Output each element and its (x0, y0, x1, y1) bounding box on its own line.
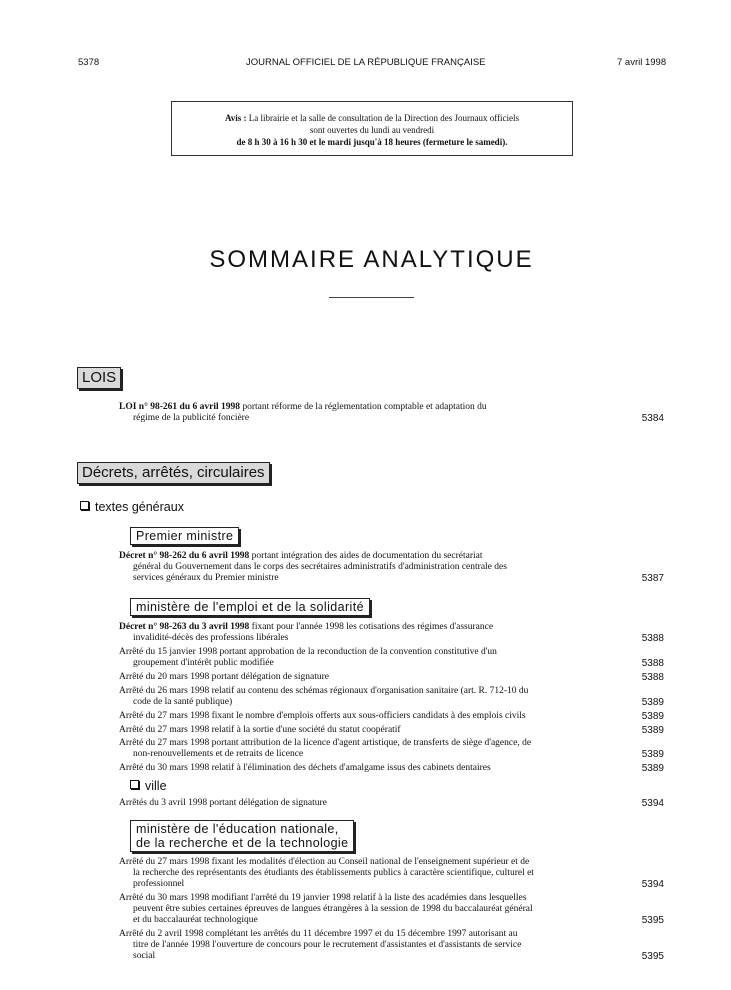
list-item (119, 798, 664, 809)
list-item (119, 857, 664, 890)
entry-text: Arrêté du 15 janvier 1998 portant approbation de la reconduction de la convention constitutive d'un (119, 647, 497, 657)
entry-text: Arrêté du 27 mars 1998 fixant les modalités d'élection au Conseil national de l'enseignement supérieur et de (119, 857, 530, 867)
entry-text: portant réforme de la réglementation comptable et adaptation du (239, 402, 487, 412)
ministry-education (130, 820, 354, 852)
notice-line-3: de 8 h 30 à 16 h 30 et le mardi jusqu'à 18 heures (fermeture le samedi). (236, 137, 508, 147)
list-item (119, 738, 664, 760)
entry-text: Arrêtés du 3 avril 1998 portant délégation de signature (119, 798, 327, 808)
notice-line-1: La librairie et la salle de consultation de la Direction des Journaux officiels (248, 113, 520, 123)
publication-date: 7 avril 1998 (617, 57, 667, 68)
entry-text: général du Gouvernement dans le corps des secrétaires administratifs d'administration centrale des (133, 562, 507, 572)
heading-ville (130, 779, 167, 793)
list-item (119, 551, 664, 584)
entry-text: Arrêté du 2 avril 1998 complétant les arrêtés du 11 décembre 1997 et du 15 décembre 1997 autorisant au (119, 929, 518, 939)
list-item (119, 893, 664, 926)
entry-text: non-renouvellements et de retraits de licence (133, 749, 304, 759)
entry-text: Arrêté du 27 mars 1998 fixant le nombre d'emplois offerts aux sous-officiers candidats à des emplois civils (119, 711, 526, 721)
entry-text: code de la santé publique) (133, 697, 233, 707)
entry-text: fixant pour l'année 1998 les cotisations des régimes d'assurance (249, 622, 494, 632)
list-item (119, 622, 664, 644)
entry-text: services généraux du Premier ministre (133, 573, 279, 583)
notice-line-2: sont ouvertes du lundi au vendredi (309, 125, 435, 135)
heading-label: textes généraux (95, 500, 184, 514)
list-item (119, 929, 664, 962)
entry-reference: Décret n° 98-263 du 3 avril 1998 (119, 622, 250, 632)
entry-page: 5389 (641, 749, 664, 760)
entry-page: 5388 (641, 633, 664, 644)
entry-text: la recherche des représentants des étudiants des établissements publics à caractère scientifique, culturel et (133, 868, 534, 878)
opening-hours-notice (171, 101, 573, 156)
entry-page: 5394 (641, 798, 664, 809)
list-item (119, 725, 664, 736)
title-rule (329, 297, 414, 298)
heading-label: ville (145, 779, 167, 793)
entry-text: peuvent être subies certaines épreuves de langues étrangères à la session de 1998 du baccalauréat général (133, 904, 533, 914)
heading-textes-generaux (80, 500, 184, 514)
entry-text: Arrêté du 27 mars 1998 portant attribution de la licence d'agent artistique, de transferts de siège d'agence, de (119, 738, 532, 748)
entry-page: 5389 (641, 711, 664, 722)
list-item (119, 763, 664, 774)
entry-text: Arrêté du 20 mars 1998 portant délégation de signature (119, 672, 329, 682)
entry-page: 5394 (641, 879, 664, 890)
entry-text: Arrêté du 27 mars 1998 relatif à la sortie d'une société du statut coopératif (119, 725, 401, 735)
entry-text: groupement d'intérêt public modifiée (133, 658, 274, 668)
entry-page: 5395 (641, 915, 664, 926)
entry-text: Arrêté du 30 mars 1998 modifiant l'arrêté du 19 janvier 1998 relatif à la liste des académies dans lesquelles (119, 893, 527, 903)
page-title: SOMMAIRE ANALYTIQUE (209, 246, 534, 273)
list-item (119, 402, 664, 424)
list-item (119, 647, 664, 669)
ministry-emploi: ministère de l'emploi et de la solidarité (130, 598, 370, 616)
entry-text: social (133, 951, 156, 961)
list-item (119, 711, 664, 722)
ministry-education-line-1: ministère de l'éducation nationale, (136, 822, 339, 836)
entry-page: 5389 (641, 725, 664, 736)
checkbox-icon (130, 780, 139, 789)
list-item (119, 672, 664, 683)
entry-page: 5395 (641, 951, 664, 962)
ministry-education-line-2: de la recherche et de la technologie (136, 836, 349, 850)
journal-title: JOURNAL OFFICIEL DE LA RÉPUBLIQUE FRANÇAISE (246, 57, 486, 68)
entry-text: Arrêté du 30 mars 1998 relatif à l'élimination des déchets d'amalgame issus des cabinets dentaires (119, 763, 491, 773)
entry-reference: LOI n° 98-261 du 6 avril 1998 (119, 402, 240, 412)
entry-text: professionnel (133, 879, 185, 889)
entry-text: régime de la publicité foncière (133, 413, 250, 423)
entry-reference: Décret n° 98-262 du 6 avril 1998 (119, 551, 250, 561)
entry-page: 5389 (641, 697, 664, 708)
section-lois: LOIS (77, 367, 121, 389)
entry-text: portant intégration des aides de documentation du secrétariat (249, 551, 483, 561)
checkbox-icon (80, 501, 89, 510)
page-number: 5378 (78, 57, 100, 68)
list-item (119, 686, 664, 708)
entry-page: 5388 (641, 658, 664, 669)
entry-page: 5388 (641, 672, 664, 683)
entry-text: Arrêté du 26 mars 1998 relatif au contenu des schémas régionaux d'organisation sanitaire (art. R. 712-10 du (119, 686, 529, 696)
entry-text: invalidité-décès des professions libérales (133, 633, 289, 643)
entry-page: 5387 (641, 573, 664, 584)
section-decrets: Décrets, arrêtés, circulaires (77, 462, 270, 484)
entry-page: 5389 (641, 763, 664, 774)
entry-page: 5384 (641, 413, 664, 424)
notice-label: Avis : (224, 113, 247, 123)
entry-text: et du baccalauréat technologique (133, 915, 258, 925)
ministry-premier-ministre: Premier ministre (130, 527, 239, 545)
entry-text: titre de l'année 1998 l'ouverture de concours pour le recrutement d'assistantes et d'assistants de service (133, 940, 522, 950)
